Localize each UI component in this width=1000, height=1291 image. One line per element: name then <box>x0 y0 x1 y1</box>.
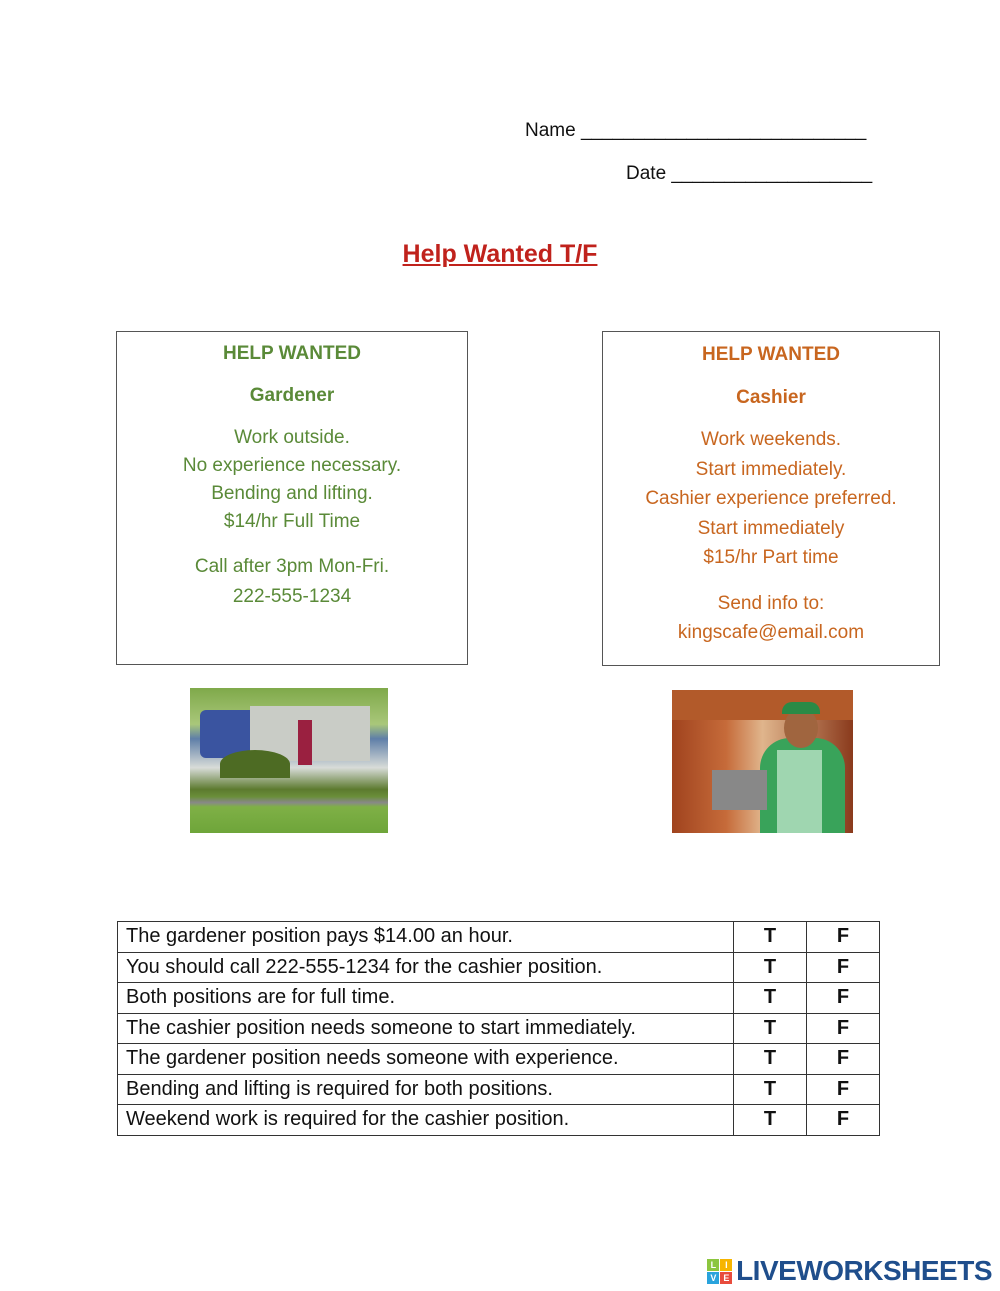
liveworksheets-logo <box>707 1255 992 1287</box>
true-option[interactable]: T <box>734 922 807 953</box>
ad-contact: Send info to: <box>717 592 825 614</box>
table-row <box>118 1013 880 1044</box>
ad-line: Work weekends. <box>700 429 842 450</box>
true-option[interactable]: T <box>734 952 807 983</box>
ad-job-title: Gardener <box>249 385 335 406</box>
gardener-photo <box>190 688 388 833</box>
ad-contact: Call after 3pm Mon-Fri. <box>194 556 390 577</box>
false-option[interactable]: F <box>807 1013 880 1044</box>
logo-text: LIVEWORKSHEETS <box>736 1255 992 1286</box>
false-option[interactable]: F <box>807 922 880 953</box>
table-row <box>118 983 880 1014</box>
question-text: The cashier position needs someone to start immediately. <box>118 1013 734 1044</box>
ad-heading: HELP WANTED <box>223 343 361 364</box>
false-option[interactable]: F <box>807 1074 880 1105</box>
question-text: The gardener position needs someone with experience. <box>118 1044 734 1075</box>
ad-heading: HELP WANTED <box>702 344 840 365</box>
cashier-ad <box>602 331 940 666</box>
ad-line: Start immediately <box>697 517 845 539</box>
ad-job-title: Cashier <box>736 386 806 408</box>
name-field[interactable]: Name ___________________________ <box>525 120 867 141</box>
question-text: Weekend work is required for the cashier position. <box>118 1105 734 1136</box>
false-option[interactable]: F <box>807 1044 880 1075</box>
ad-phone: 222-555-1234 <box>232 586 352 607</box>
question-text: You should call 222-555-1234 for the cashier position. <box>118 952 734 983</box>
table-row <box>118 1074 880 1105</box>
false-option[interactable]: F <box>807 983 880 1014</box>
table-row <box>118 1044 880 1075</box>
ad-line: No experience necessary. <box>182 455 402 476</box>
question-text: Bending and lifting is required for both positions. <box>118 1074 734 1105</box>
ad-line: Cashier experience preferred. <box>645 488 897 509</box>
date-field[interactable]: Date ___________________ <box>626 163 873 184</box>
ad-email: kingscafe@email.com <box>677 622 865 643</box>
ad-line: Bending and lifting. <box>211 483 373 504</box>
table-row <box>118 1105 880 1136</box>
true-option[interactable]: T <box>734 1105 807 1136</box>
true-option[interactable]: T <box>734 1044 807 1075</box>
true-false-table <box>117 921 880 1136</box>
ad-line: Start immediately. <box>695 458 847 480</box>
ad-line: $14/hr Full Time <box>223 511 361 532</box>
ad-line: $15/hr Part time <box>703 547 839 568</box>
false-option[interactable]: F <box>807 952 880 983</box>
true-option[interactable]: T <box>734 1013 807 1044</box>
true-option[interactable]: T <box>734 983 807 1014</box>
logo-icon: L I V E <box>707 1259 732 1284</box>
false-option[interactable]: F <box>807 1105 880 1136</box>
question-text: The gardener position pays $14.00 an hour. <box>118 922 734 953</box>
table-row <box>118 922 880 953</box>
cashier-photo <box>672 690 853 833</box>
gardener-ad <box>116 331 468 665</box>
question-text: Both positions are for full time. <box>118 983 734 1014</box>
page-title: Help Wanted T/F <box>402 240 598 268</box>
table-row <box>118 952 880 983</box>
true-option[interactable]: T <box>734 1074 807 1105</box>
ad-line: Work outside. <box>234 427 350 448</box>
